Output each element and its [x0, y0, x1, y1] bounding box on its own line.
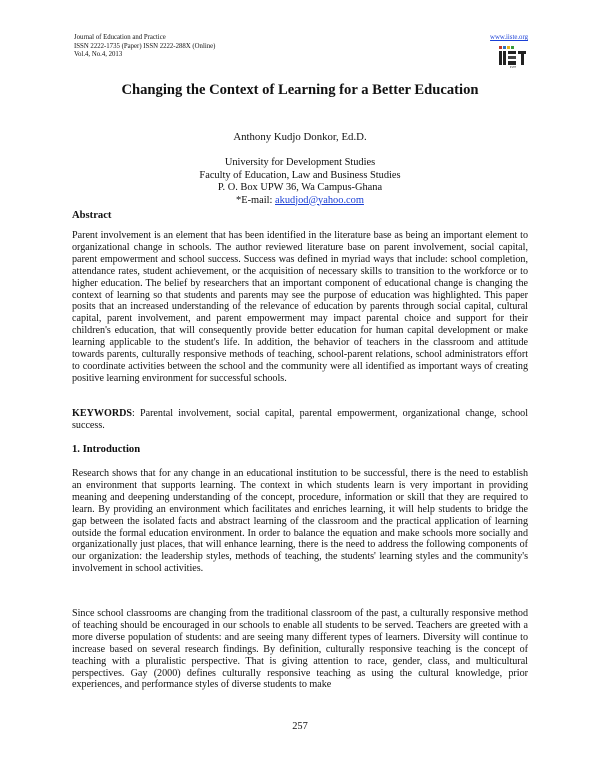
- affiliation-address: P. O. Box UPW 36, Wa Campus-Ghana: [217, 182, 383, 193]
- logo-text: IISTE: [509, 66, 517, 68]
- keywords: [72, 408, 528, 432]
- page-number: 257: [292, 721, 308, 732]
- author-name: Anthony Kudjo Donkor, Ed.D.: [233, 131, 367, 143]
- journal-name: Journal of Education and Practice: [74, 34, 166, 41]
- journal-volume: Vol.4, No.4, 2013: [74, 51, 123, 59]
- abstract-heading: Abstract: [72, 210, 112, 221]
- affiliation-email: [0, 195, 600, 208]
- iiste-logo: [498, 44, 528, 68]
- journal-header: [74, 34, 215, 60]
- author-affiliation: [0, 157, 600, 207]
- email-label: *E-mail:: [236, 194, 276, 206]
- introduction-paragraph-2: Since school classrooms are changing from the traditional classroom of the past, a culturally responsive method of teaching should be encouraged in our schools to enable all students to be served. Teachers are greeted with a more diverse population of students: and are seeing many different types of learners. Diversity will continue to increase based on several research findings. By definition, culturally responsive teaching is the concept of teaching with a pluralistic perspective. That is giving attention to race, gender, class, and multicultural perspectives. Gay (2000) defines culturally responsive teaching as using the cultural knowledge, prior experiences, and performance styles of diverse students to make: [72, 608, 528, 691]
- journal-issn: ISSN 2222-1735 (Paper) ISSN 2222-288X (Online): [74, 42, 216, 50]
- introduction-heading: 1. Introduction: [72, 444, 141, 455]
- keywords-list: : Parental involvement, social capital, parental empowerment, organizational change, school success.: [72, 408, 528, 431]
- journal-website: [490, 34, 528, 41]
- journal-url-link[interactable]: www.iiste.org: [490, 34, 528, 41]
- paper-title: Changing the Context of Learning for a Better Education: [121, 82, 479, 98]
- email-link[interactable]: akudjod@yahoo.com: [275, 194, 364, 206]
- abstract-text: Parent involvement is an element that has been identified in the literature base as being an important element to organizational change in schools. The author reviewed literature base on parent involvement, social capital, parent empowerment and school success. Success was defined in myriad ways that include: school completion, attendance rates, student achievement, or the acquisition of necessary skills to transition to the workforce or to higher education. The belief by researchers that an important component of educational change is changing the context of learning so that students and parents may see the purpose of education was highlighted. This paper posits that an increased understanding of the relevance of education by parents through social capital, cultural capital, parent involvement, and parent empowerment may impact parental choice and support for their children's education, that will consequently provide better education for human capital development or make learning applicable to the student's life. In addition, the behavior of teachers in the classroom and attitude towards parents, culturally responsive methods of teaching, school-parent relations, school administrators effort to coordinate activities between the school and the community were all identified as important ways of creating positive learning environment for successful schools.: [72, 230, 528, 384]
- introduction-paragraph-1: Research shows that for any change in an educational institution to be successful, there is the need to establish an environment that supports learning. The context in which students learn is very important in providing meaning and deepening understanding of the concept, procedure, information or skill that they are required to learn. By providing an environment which facilitates and enriches learning, it will help students to bridge the gap between the isolated facts and abstract learning of the classroom and the practical application of learning outside the formal education environment. In order to balance the equation and make schools more socially and organizationally just places, that will enhance learning, there is the need to address the following components of our organization: the leadership styles, methods of teaching, the students' learning styles and the community's involvement in school activities.: [72, 468, 528, 575]
- keywords-label: KEYWORDS: [72, 408, 133, 419]
- affiliation-faculty: Faculty of Education, Law and Business Studies: [199, 169, 401, 181]
- affiliation-university: University for Development Studies: [224, 157, 376, 168]
